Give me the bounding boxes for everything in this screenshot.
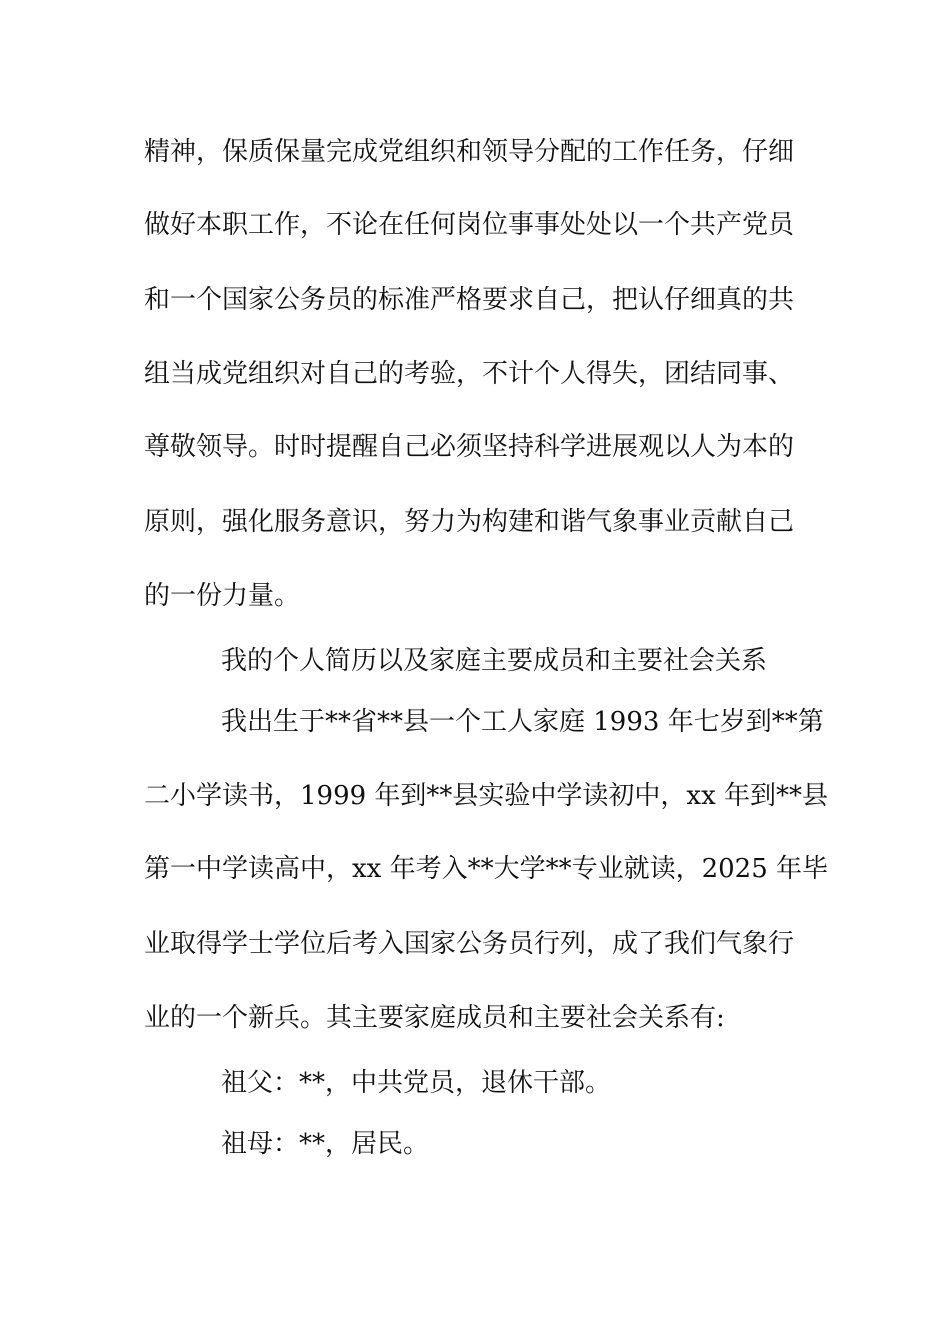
paragraph-line: 的一份力量。: [144, 581, 301, 611]
paragraph-line: 业取得学士学位后考入国家公务员行列，成了我们气象行: [144, 929, 795, 959]
paragraph-line: 二小学读书，1999 年到**县实验中学读初中，xx 年到**县: [144, 781, 829, 811]
section-heading: 我的个人简历以及家庭主要成员和主要社会关系: [221, 646, 768, 676]
paragraph-line: 原则，强化服务意识，努力为构建和谐气象事业贡献自己: [144, 507, 795, 537]
paragraph-line: 和一个国家公务员的标准严格要求自己，把认仔细真的共: [144, 285, 795, 315]
paragraph-line: 尊敬领导。时时提醒自己必须坚持科学进展观以人为本的: [144, 432, 795, 462]
family-member-grandfather: 祖父：**，中共党员，退休干部。: [221, 1068, 612, 1098]
paragraph-line: 精神，保质保量完成党组织和领导分配的工作任务，仔细: [144, 137, 795, 167]
paragraph-line: 做好本职工作，不论在任何岗位事事处处以一个共产党员: [144, 210, 795, 240]
paragraph-line: 我出生于**省**县一个工人家庭 1993 年七岁到**第: [221, 707, 824, 737]
paragraph-line: 第一中学读高中，xx 年考入**大学**专业就读，2025 年毕: [144, 854, 829, 884]
paragraph-line: 组当成党组织对自己的考验，不计个人得失，团结同事、: [144, 359, 795, 389]
paragraph-line: 业的一个新兵。其主要家庭成员和主要社会关系有:: [144, 1003, 725, 1033]
family-member-grandmother: 祖母：**，居民。: [221, 1129, 430, 1159]
